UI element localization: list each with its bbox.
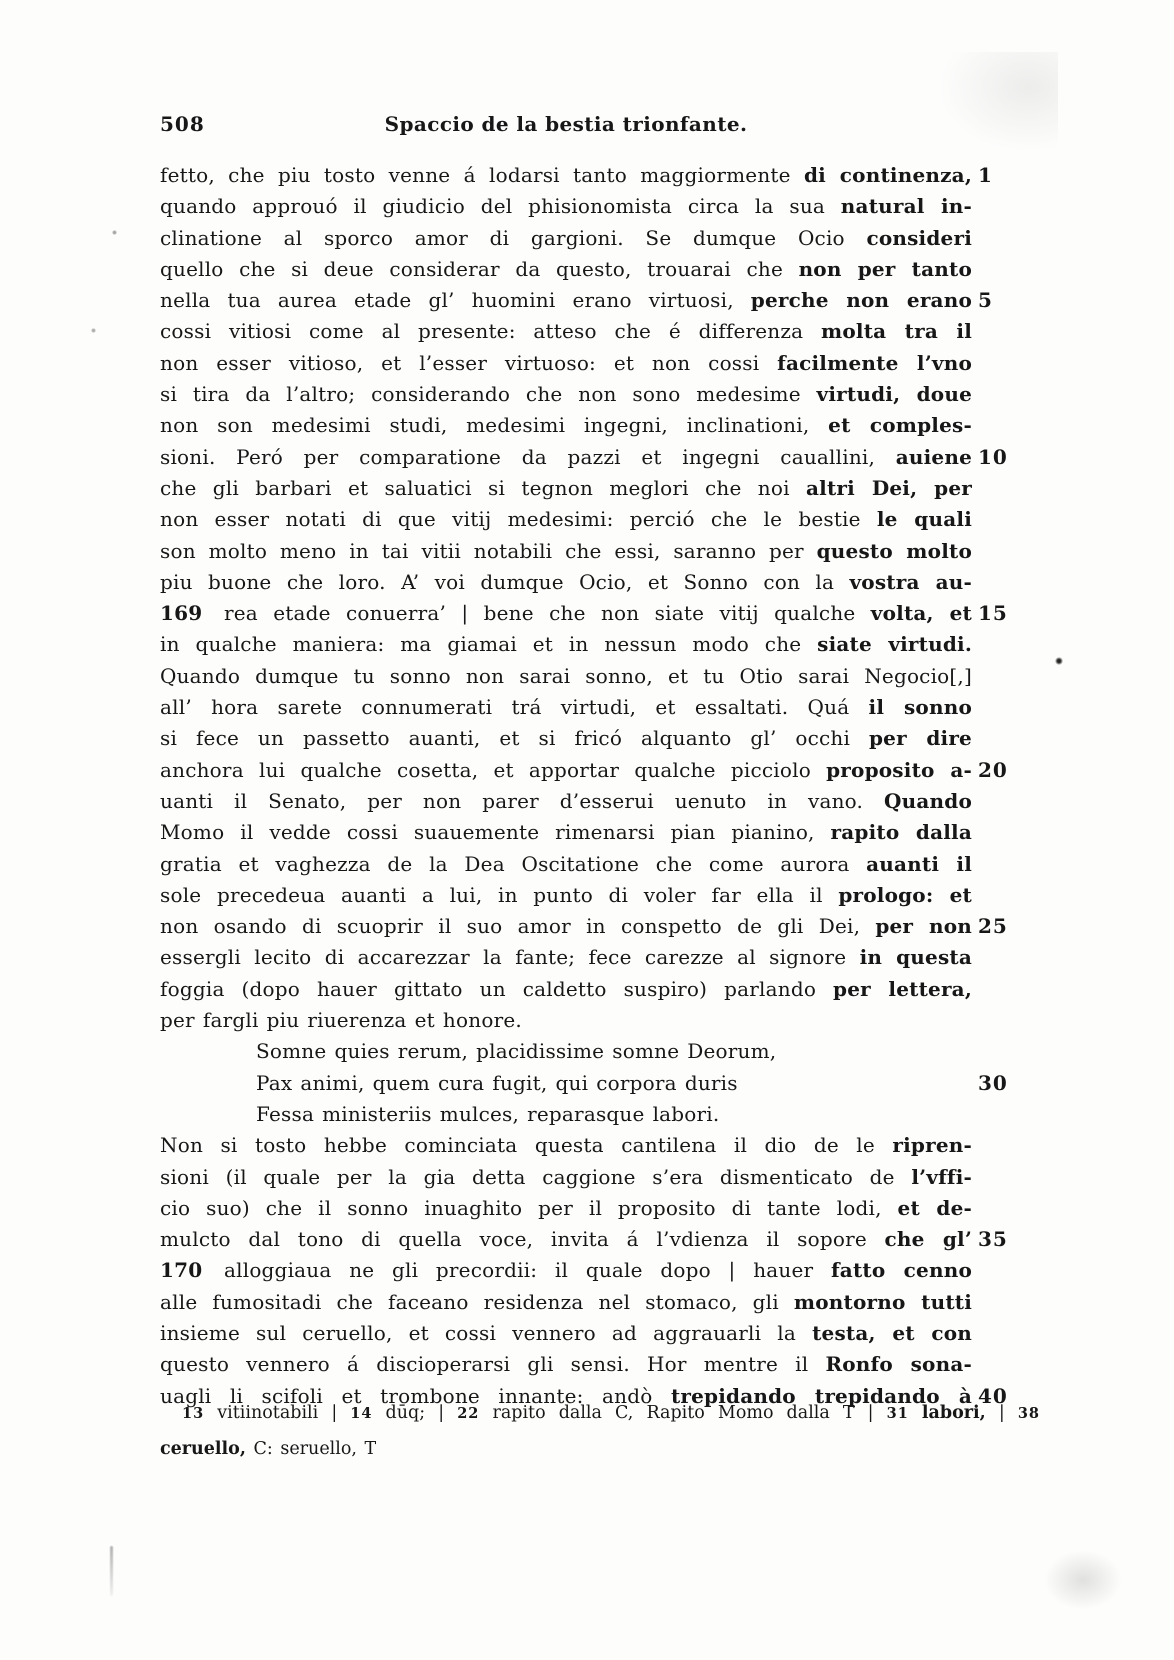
folio-marker: 169 xyxy=(160,601,203,626)
text-line: Fessa ministeriis mulces, reparasque labori. xyxy=(256,1101,720,1126)
page-header xyxy=(160,112,972,140)
folio-marker: 170 xyxy=(160,1258,203,1283)
scan-line-artifact xyxy=(110,1546,113,1596)
text-line: clinatione al sporco amor di gargioni. Se dumque Ocio consideri xyxy=(160,225,972,250)
critical-apparatus-footnote xyxy=(160,1396,1040,1466)
text-line: non osando di scuoprir il suo amor in conspetto de gli Dei, per non 25 xyxy=(160,911,972,942)
ink-dot-artifact xyxy=(1055,657,1063,665)
text-line: quando approuó il giudicio del phisionomista circa la sua natural in- xyxy=(160,194,972,219)
text-line: nella tua aurea etade gl’ huomini erano virtuosi, perche non erano 5 xyxy=(160,285,972,316)
footnote-line-ref-number: 38 xyxy=(1017,1405,1040,1422)
text-line: mulcto dal tono di quella voce, invita á l’vdienza il sopore che gl’ 35 xyxy=(160,1224,972,1255)
text-line: questo vennero á discioperarsi gli sensi. Hor mentre il Ronfo sona- xyxy=(160,1352,972,1377)
text-line: fetto, che piu tosto venne á lodarsi tanto maggiormente di continenza, 1 xyxy=(160,160,972,191)
text-line: cio suo) che il sonno inuaghito per il proposito di tante lodi, et de- xyxy=(160,1195,972,1220)
text-line: piu buone che loro. A’ voi dumque Ocio, et Sonno con la vostra au- xyxy=(160,569,972,594)
text-line: anchora lui qualche cosetta, et apportar qualche picciolo proposito a- 20 xyxy=(160,755,972,786)
text-line: si fece un passetto auanti, et si fricó alquanto gl’ occhi per dire xyxy=(160,726,972,751)
line-number: 40 xyxy=(978,1383,1008,1408)
text-line: quello che si deue considerar da questo, trouarai che non per tanto xyxy=(160,256,972,281)
text-line: uanti il Senato, per non parer d’esserui uenuto in vano. Quando xyxy=(160,788,972,813)
text-line: Quando dumque tu sonno non sarai sonno, et tu Otio sarai Negocio[,] xyxy=(160,663,972,688)
line-number: 35 xyxy=(978,1227,1008,1252)
line-number: 10 xyxy=(978,444,1008,469)
text-line: Somne quies rerum, placidissime somne Deorum, xyxy=(256,1039,777,1064)
text-line: gratia et vaghezza de la Dea Oscitatione che come aurora auanti il xyxy=(160,851,973,876)
text-line: all’ hora sarete connumerati trá virtudi, et essaltati. Quá il sonno xyxy=(160,695,972,720)
line-number: 5 xyxy=(978,288,993,313)
footnote-line-ref-number: 22 xyxy=(457,1405,480,1422)
line-number: 15 xyxy=(978,601,1008,626)
text-line: alle fumositadi che faceano residenza nel stomaco, gli montorno tutti xyxy=(160,1289,973,1314)
text-line: si tira da l’altro; considerando che non sono medesime virtudi, doue xyxy=(160,382,973,407)
running-title: Spaccio de la bestia trionfante. xyxy=(384,112,748,136)
text-line: 170 alloggiaua ne gli precordii: il quale dopo | hauer fatto cenno xyxy=(160,1255,972,1286)
footnote-line-ref-number: 31 xyxy=(886,1405,909,1422)
text-line: non esser notati di que vitij medesimi: perció che le bestie le quali xyxy=(160,507,972,532)
text-line: sole precedeua auanti a lui, in punto di voler far ella il prologo: et xyxy=(160,882,972,907)
footnote-line: 13 vitiinotabili | 14 dūq; | 22 rapito dalla C, Rapito Momo dalla T | 31 labori, | 38 xyxy=(182,1403,1040,1423)
footnote-line-ref-number: 14 xyxy=(350,1405,373,1422)
footnote-line: ceruello, C: seruello, T xyxy=(160,1438,377,1459)
line-number: 1 xyxy=(978,163,993,187)
text-line: sioni (il quale per la gia detta caggione s’era dismenticato de l’vffi- xyxy=(160,1164,972,1189)
text-line: son molto meno in tai vitii notabili che essi, saranno per questo molto xyxy=(160,538,972,563)
text-line: 169 rea etade conuerra’ | bene che non siate vitij qualche volta, et 15 xyxy=(160,598,972,629)
speck-artifact xyxy=(112,230,117,235)
text-line: essergli lecito di accarezzar la fante; fece carezze al signore in questa xyxy=(160,945,972,970)
speck-artifact xyxy=(91,328,96,333)
main-text-block xyxy=(160,160,1008,1412)
text-line: per fargli piu riuerenza et honore. xyxy=(160,1008,522,1033)
text-line: foggia (dopo hauer gittato un caldetto suspiro) parlando per lettera, xyxy=(160,976,973,1001)
text-line: insieme sul ceruello, et cossi vennero ad aggrauarli la testa, et con xyxy=(160,1320,972,1345)
text-line: cossi vitiosi come al presente: atteso che é differenza molta tra il xyxy=(160,319,972,344)
text-line: non son medesimi studi, medesimi ingegni, inclinationi, et comples- xyxy=(160,413,972,438)
page-number: 508 xyxy=(160,112,205,136)
scan-smudge-artifact xyxy=(1044,1550,1122,1610)
text-line: Non si tosto hebbe cominciata questa cantilena il dio de le ripren- xyxy=(160,1133,972,1158)
text-line: Momo il vedde cossi suauemente rimenarsi pian pianino, rapito dalla xyxy=(160,820,972,845)
text-line: in qualche maniera: ma giamai et in nessun modo che siate virtudi. xyxy=(160,632,972,657)
line-number: 20 xyxy=(978,757,1008,782)
text-line: uagli li scifoli et trombone innante: andò trepidando trepidando à 40 xyxy=(160,1381,972,1412)
text-line: che gli barbari et saluatici si tegnon meglori che noi altri Dei, per xyxy=(160,475,973,500)
line-number: 25 xyxy=(978,914,1008,939)
text-line: non esser vitioso, et l’esser virtuoso: et non cossi facilmente l’vno xyxy=(160,350,972,375)
text-line: sioni. Peró per comparatione da pazzi et ingegni cauallini, auiene 10 xyxy=(160,442,972,473)
footnote-line-ref-number: 13 xyxy=(182,1405,205,1422)
line-number: 30 xyxy=(978,1070,1008,1095)
text-line: Pax animi, quem cura fugit, qui corpora duris 30 xyxy=(160,1068,972,1099)
